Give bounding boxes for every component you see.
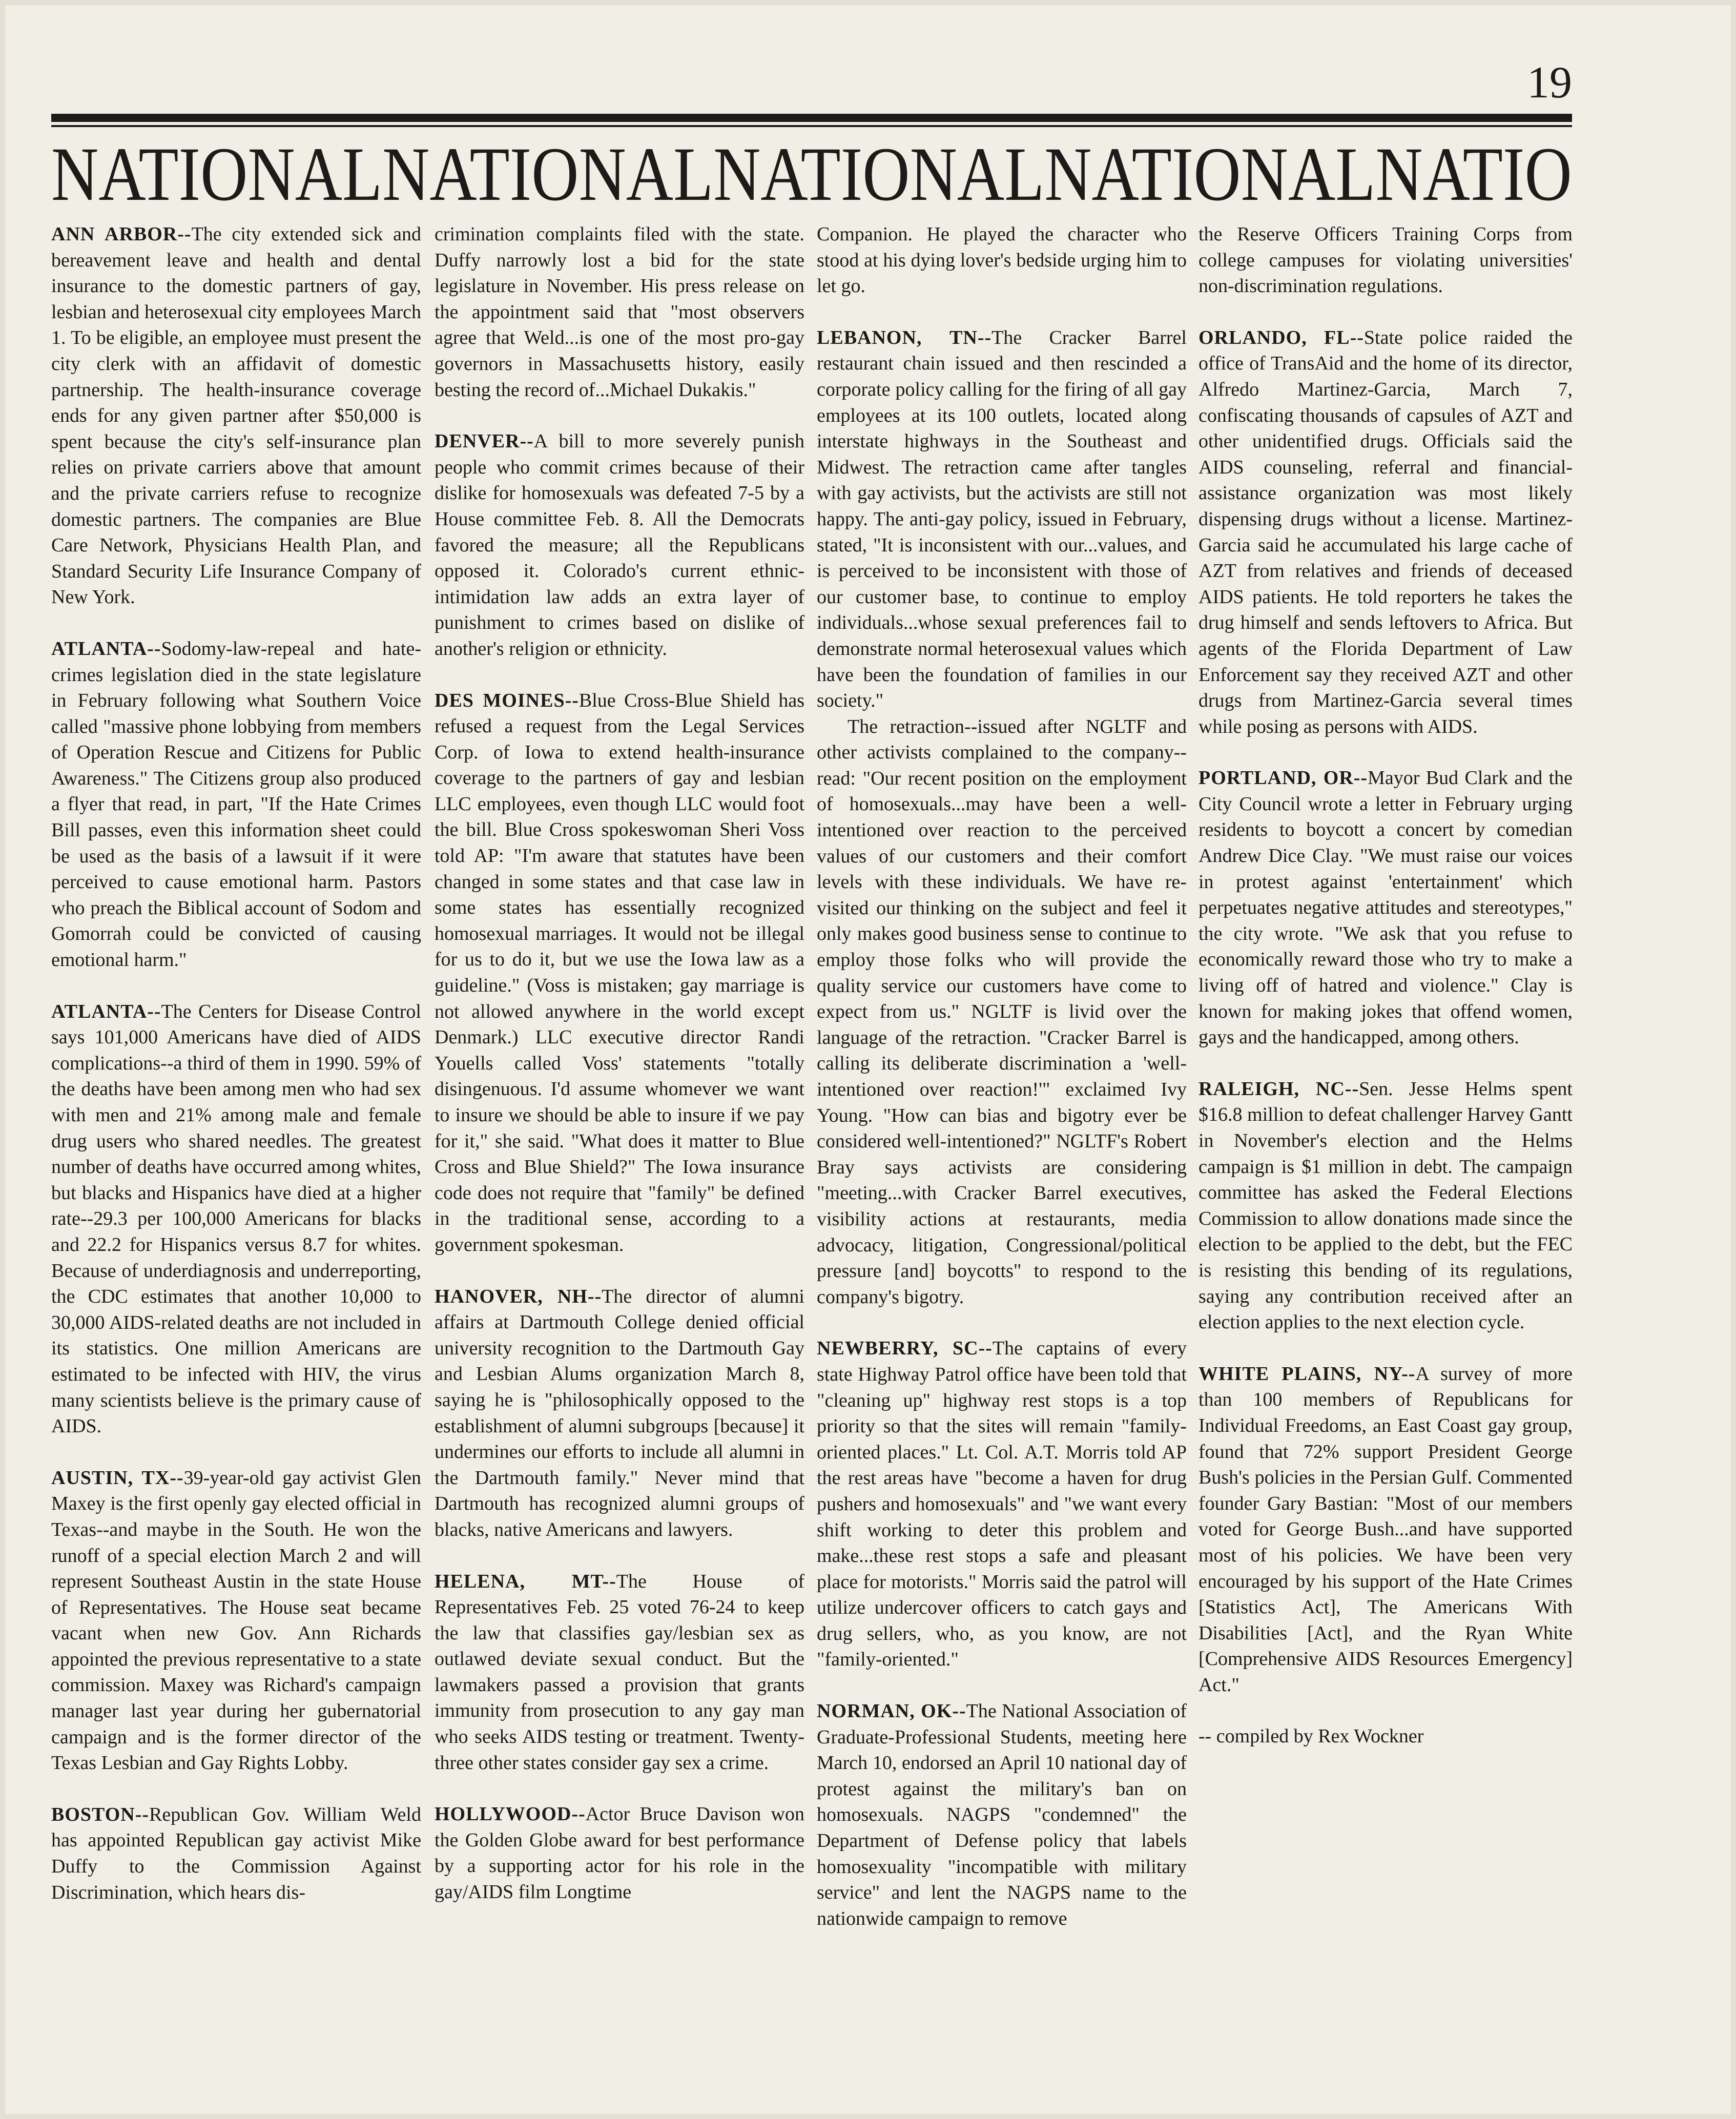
news-brief (51, 1802, 421, 1905)
dateline: BOSTON-- (51, 1803, 150, 1825)
brief-text: Actor Bruce Davison won the Golden Globe award for best performance by a supporting actor for his role in the gay/AIDS film Longtime (435, 1803, 804, 1903)
dateline: DES MOINES-- (435, 689, 579, 711)
news-brief (1198, 1361, 1573, 1698)
brief-text: crimination complaints filed with the state. Duffy narrowly lost a bid for the state legislature in November. His press release on the appointment said that "most observers agree that Weld...is one of the most pro-gay governors in Massachusetts history, easily besting the record of...Michael Dukakis." (435, 223, 804, 401)
column-4 (1198, 221, 1573, 1775)
news-brief (51, 636, 421, 973)
news-brief (1198, 221, 1573, 299)
dateline: ATLANTA-- (51, 1000, 161, 1022)
section-headline: NATIONALNATIONALNATIONALNATIONALNATIO (51, 132, 1572, 217)
page-number: 19 (1527, 58, 1572, 108)
brief-text: The House of Representatives Feb. 25 voted 76-24 to keep the law that classifies gay/lesbian sex as outlawed deviate sexual conduct. But the lawmakers passed a provision that grants immunity from prosecution to any gay man who seeks AIDS testing or treatment. Twenty-three other states consider gay sex a crime. (435, 1570, 804, 1774)
dateline: ORLANDO, FL-- (1198, 326, 1364, 348)
brief-text: Blue Cross-Blue Shield has refused a request from the Legal Services Corp. of Iowa to extend health-insurance coverage to the partners of gay and lesbian LLC employees, even though LLC would foot the bill. Blue Cross spokeswoman Sheri Voss told AP: "I'm aware that statutes have been changed in some states and that case law in some states has essentially recognized homosexual marriages. It would not be illegal for us to do it, but we use the Iowa law as a guideline." (Voss is mistaken; gay marriage is not allowed anywhere in the world except Denmark.) LLC executive director Randi Youells called Voss' statements "totally disingenuous. I'd assume whomever we want to insure we should be able to insure if we pay for it," she said. "What does it matter to Blue Cross and Blue Shield?" The Iowa insurance code does not require that "family" be defined in the traditional sense, according to a government spokesman. (435, 689, 804, 1256)
brief-text: The Cracker Barrel restaurant chain issued and then rescinded a corporate policy calling for the firing of all gay employees at its 100 outlets, located along interstate highways in the Southeast and Midwest. The retraction came after tangles with gay activists, but the activists are still not happy. The anti-gay policy, issued in February, stated, "It is inconsistent with our...values, and is perceived to be inconsistent with those of our customer base, to continue to employ individuals...whose sexual preferences fail to demonstrate normal heterosexual values which have been the foundation of families in our society." (817, 326, 1187, 712)
dateline: ATLANTA-- (51, 637, 161, 660)
news-brief (435, 1284, 804, 1543)
brief-text: The director of alumni affairs at Dartmouth College denied official university recognition to the Dartmouth Gay and Lesbian Alums organization March 8, saying he is "philosophically opposed to the establishment of alumni subgroups [because] it undermines our efforts to include all alumni in the Dartmouth family." Never mind that Dartmouth has recognized alumni groups of blacks, native Americans and lawyers. (435, 1285, 804, 1540)
brief-text: Sen. Jesse Helms spent $16.8 million to defeat challenger Harvey Gantt in November's election and the Helms campaign is $1 million in debt. The campaign committee has asked the Federal Elections Commission to allow donations made since the election to be applied to the debt, but the FEC is resisting this bending of its regulations, saying any contribution received after an election applies to the next election cycle. (1198, 1078, 1573, 1333)
brief-text: The city extended sick and bereavement leave and health and dental insurance to the domestic partners of gay, lesbian and heterosexual city employees March 1. To be eligible, an employee must present the city clerk with an affidavit of domestic partnership. The health-insurance coverage ends for any given partner after $50,000 is spent because the city's self-insurance plan relies on private carriers above that amount and the private carriers refuse to recognize domestic partners. The companies are Blue Care Network, Physicians Health Plan, and Standard Security Life Insurance Company of New York. (51, 223, 421, 608)
news-brief (817, 1335, 1187, 1673)
article-paragraph (817, 714, 1187, 1310)
dateline: RALEIGH, NC-- (1198, 1078, 1359, 1100)
byline-credit (1198, 1723, 1573, 1750)
brief-text: Republican Gov. William Weld has appointed Republican gay activist Mike Duffy to the Commission Against Discrimination, which hears dis- (51, 1803, 421, 1903)
news-brief (435, 688, 804, 1258)
news-brief (51, 1465, 421, 1776)
news-brief (435, 1569, 804, 1776)
dateline: LEBANON, TN-- (817, 326, 992, 348)
brief-text: The retraction--issued after NGLTF and other activists complained to the company--read: "Our recent position on the employment of homosexuals...may have been a well-intentioned over reaction to the perceived values of our customers and their comfort levels with these individuals. We have re-visited our thinking on the subject and feel it only makes good business sense to continue to employ those folks who will provide the quality service our customers have come to expect from us." NGLTF is livid over the language of the retraction. "Cracker Barrel is calling its deliberate discrimination a 'well-intentioned over reaction!'" exclaimed Ivy Young. "How can bias and bigotry ever be considered well-intentioned?" NGLTF's Robert Bray says activists are considering "meeting...with Cracker Barrel executives, visibility actions at restaurants, media advocacy, litigation, Congressional/political pressure [and] boycotts" to respond to the company's bigotry. (817, 715, 1187, 1308)
news-brief (1198, 325, 1573, 740)
dateline: HANOVER, NH-- (435, 1285, 602, 1307)
news-brief (817, 221, 1187, 299)
news-brief (1198, 765, 1573, 1051)
news-brief (435, 221, 804, 403)
dateline: WHITE PLAINS, NY-- (1198, 1363, 1416, 1385)
news-brief (817, 325, 1187, 714)
column-1 (51, 221, 421, 1931)
dateline: NEWBERRY, SC-- (817, 1338, 993, 1360)
news-brief (51, 221, 421, 610)
brief-text: Sodomy-law-repeal and hate-crimes legislation died in the state legislature in February following what Southern Voice called "massive phone lobbying from members of Operation Rescue and Citizens for Public Awareness." The Citizens group also produced a flyer that read, in part, "If the Hate Crimes Bill passes, even this information sheet could be used as the basis of a lawsuit if it were perceived to cause emotional harm. Pastors who preach the Biblical account of Sodom and Gomorrah could be convicted of causing emotional harm." (51, 637, 421, 971)
dateline: NORMAN, OK-- (817, 1700, 966, 1722)
dateline: ANN ARBOR-- (51, 223, 192, 245)
brief-text: A bill to more severely punish people who commit crimes because of their dislike for homosexuals was defeated 7-5 by a House committee Feb. 8. All the Democrats favored the measure; all the Republicans opposed it. Colorado's current ethnic-intimidation law adds an extra layer of punishment to crimes based on dislike of another's religion or ethnicity. (435, 430, 804, 660)
brief-text: State police raided the office of TransAid and the home of its director, Alfredo Martinez-Garcia, March 7, confiscating thousands of capsules of AZT and other unidentified drugs. Officials said the AIDS counseling, referral and financial-assistance organization was most likely dispensing drugs without a license. Martinez-Garcia said he accumulated his large cache of AZT from relatives and friends of deceased AIDS patients. He told reporters he takes the drug himself and sends leftovers to Africa. But agents of the Florida Department of Law Enforcement say they received AZT and other drugs from Martinez-Garcia several times while posing as persons with AIDS. (1198, 326, 1573, 737)
brief-text: Mayor Bud Clark and the City Council wrote a letter in February urging residents to boycott a concert by comedian Andrew Dice Clay. "We must raise our voices in protest against 'entertainment' which perpetuates negative attitudes and stereotypes," the city wrote. "We ask that you refuse to economically reward those who try to make a living off of hatred and violence." Clay is known for making jokes that offend women, gays and the handicapped, among others. (1198, 767, 1573, 1048)
column-2 (435, 221, 804, 1931)
news-brief (435, 1801, 804, 1905)
dateline: HELENA, MT-- (435, 1570, 616, 1592)
header-rule-thin (51, 125, 1572, 127)
news-brief (435, 428, 804, 662)
dateline: DENVER-- (435, 430, 534, 452)
brief-text: A survey of more than 100 members of Republicans for Individual Freedoms, an East Coast gay group, found that 72% support President George Bush's policies in the Persian Gulf. Commented founder Gary Bastian: "Most of our members voted for George Bush...and have supported most of his policies. We have been very encouraged by his support of the Hate Crimes [Statistics Act], The Americans With Disabilities [Act], and the Ryan White [Comprehensive AIDS Resources Emergency] Act." (1198, 1363, 1573, 1696)
brief-text: 39-year-old gay activist Glen Maxey is the first openly gay elected official in Texas--and maybe in the South. He won the runoff of a special election March 2 and will represent Southeast Austin in the state House of Representatives. The House seat became vacant when new Gov. Ann Richards appointed the previous representative to a state commission. Maxey was Richard's campaign manager last year during her gubernatorial campaign and is the former director of the Texas Lesbian and Gay Rights Lobby. (51, 1467, 421, 1774)
brief-text: Companion. He played the character who stood at his dying lover's bedside urging him to let go. (817, 223, 1187, 297)
news-brief (1198, 1076, 1573, 1335)
news-brief (51, 999, 421, 1439)
header-rule (51, 114, 1572, 122)
news-brief (817, 1698, 1187, 1931)
brief-text: The Centers for Disease Control says 101,000 Americans have died of AIDS complications--a third of them in 1990. 59% of the deaths have been among men who had sex with men and 21% among male and female drug users who shared needles. The greatest number of deaths have occurred among whites, but blacks and Hispanics have died at a higher rate--29.3 per 100,000 Americans for blacks and 22.2 for Hispanics versus 8.7 for whites. Because of underdiagnosis and underreporting, the CDC estimates that another 10,000 to 30,000 AIDS-related deaths are not included in its statistics. One million Americans are estimated to be infected with HIV, the virus many scientists believe is the primary cause of AIDS. (51, 1000, 421, 1437)
brief-text: The captains of every state Highway Patrol office have been told that "cleaning up" highway rest stops is a top priority so that the sites will remain "family-oriented places." Lt. Col. A.T. Morris told AP the rest areas have "become a haven for drug pushers and homosexuals" and "we want every shift working to deter this problem and make...these rest stops a safe and pleasant place for motorists." Morris said the patrol will utilize undercover officers to catch gays and drug sellers, who, as you know, are not "family-oriented." (817, 1338, 1187, 1671)
brief-text: -- compiled by Rex Wockner (1198, 1725, 1424, 1747)
brief-text: The National Association of Graduate-Professional Students, meeting here March 10, endorsed an April 10 national day of protest against the military's ban on homosexuals. NAGPS "condemned" the Department of Defense policy that labels homosexuality "incompatible with military service" and lent the NAGPS name to the nationwide campaign to remove (817, 1700, 1187, 1929)
brief-text: the Reserve Officers Training Corps from college campuses for violating universities' non-discrimination regulations. (1198, 223, 1573, 297)
dateline: AUSTIN, TX-- (51, 1467, 184, 1489)
dateline: PORTLAND, OR-- (1198, 767, 1368, 789)
dateline: HOLLYWOOD-- (435, 1803, 586, 1825)
column-3 (817, 221, 1187, 1957)
